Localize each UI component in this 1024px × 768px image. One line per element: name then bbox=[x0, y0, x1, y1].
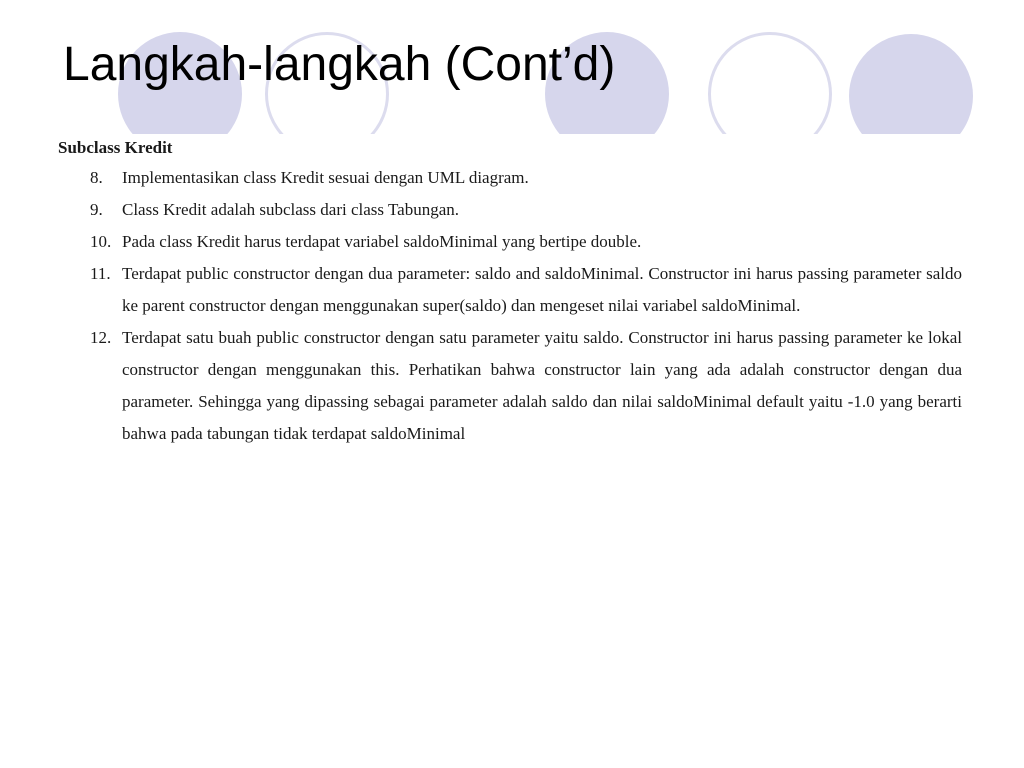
step-text: Class Kredit adalah subclass dari class Tabungan. bbox=[122, 200, 459, 219]
slide-title: Langkah-langkah (Cont’d) bbox=[63, 38, 616, 91]
slide-content bbox=[58, 134, 962, 450]
decorative-circle bbox=[849, 34, 973, 134]
step-text: Implementasikan class Kredit sesuai dengan UML diagram. bbox=[122, 168, 529, 187]
step-text: Pada class Kredit harus terdapat variabel saldoMinimal yang bertipe double. bbox=[122, 232, 642, 251]
step-item bbox=[58, 322, 962, 450]
step-item bbox=[58, 162, 962, 194]
section-heading: Subclass Kredit bbox=[58, 138, 173, 157]
step-number: 11. bbox=[90, 264, 111, 283]
step-item bbox=[58, 226, 962, 258]
steps-list bbox=[58, 162, 962, 450]
step-number: 12. bbox=[90, 328, 112, 347]
step-text: Terdapat satu buah public constructor dengan satu parameter yaitu saldo. Constructor ini harus passing parameter ke lokal constructor dengan menggunakan this. Perhatikan bahwa constructor lain yang ada adalah constructor dengan dua parameter. Sehingga yang dipassing sebagai parameter adalah saldo dan nilai saldoMinimal default yaitu -1.0 yang berarti bahwa pada tabungan tidak terdapat saldoMinimal bbox=[122, 328, 962, 443]
step-item bbox=[58, 194, 962, 226]
decorative-ring bbox=[708, 32, 832, 134]
step-number: 10. bbox=[90, 232, 112, 251]
step-text: Terdapat public constructor dengan dua parameter: saldo and saldoMinimal. Constructor ini harus passing parameter saldo ke parent constructor dengan menggunakan super(saldo) dan mengeset nilai variabel saldoMinimal. bbox=[122, 264, 962, 315]
step-number: 9. bbox=[90, 200, 103, 219]
step-number: 8. bbox=[90, 168, 103, 187]
step-item bbox=[58, 258, 962, 322]
